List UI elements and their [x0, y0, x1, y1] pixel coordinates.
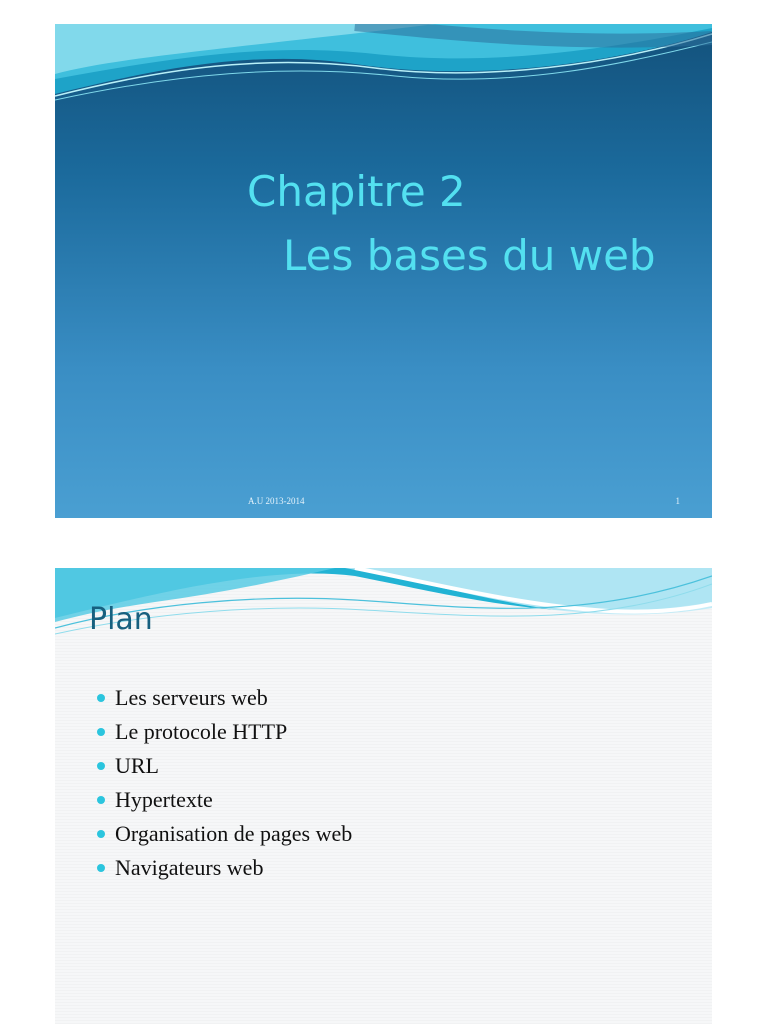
- bullet-icon: [97, 864, 105, 872]
- slide-title: [55, 24, 712, 518]
- chapter-title: Chapitre 2: [247, 167, 466, 216]
- list-item: [97, 851, 352, 885]
- list-item-text: Hypertexte: [115, 787, 213, 812]
- chapter-subtitle: Les bases du web: [283, 231, 656, 280]
- list-item: [97, 817, 352, 851]
- list-item: [97, 749, 352, 783]
- list-item-text: URL: [115, 753, 159, 778]
- plan-title: Plan: [89, 602, 153, 637]
- slide-footer-year: A.U 2013-2014: [248, 496, 305, 506]
- list-item-text: Navigateurs web: [115, 855, 264, 880]
- list-item-text: Le protocole HTTP: [115, 719, 288, 744]
- bullet-icon: [97, 762, 105, 770]
- list-item: [97, 783, 352, 817]
- slide-title-text: [55, 160, 712, 288]
- bullet-icon: [97, 830, 105, 838]
- list-item: [97, 681, 352, 715]
- list-item-text: Organisation de pages web: [115, 821, 353, 846]
- slide-plan: [55, 568, 712, 1024]
- list-item-text: Les serveurs web: [115, 685, 268, 710]
- wave-decoration: [55, 24, 712, 114]
- bullet-icon: [97, 728, 105, 736]
- wave-decoration: [55, 568, 712, 648]
- plan-list: [97, 681, 352, 885]
- list-item: [97, 715, 352, 749]
- bullet-icon: [97, 796, 105, 804]
- slide-page-number: 1: [675, 496, 680, 506]
- bullet-icon: [97, 694, 105, 702]
